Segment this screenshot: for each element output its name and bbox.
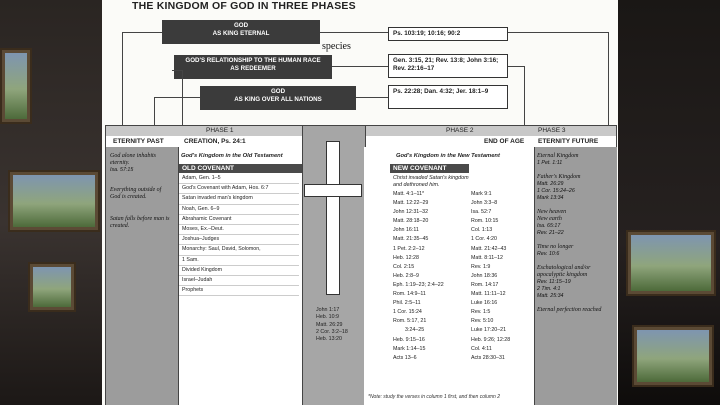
side-note: Everything outside of God is created.: [110, 187, 162, 200]
phase3-note: Eternal perfection reached: [537, 307, 602, 313]
cross-ref: Matt. 26:29: [316, 321, 343, 328]
box-line: GOD: [233, 22, 249, 29]
handwritten-annotation: species: [322, 41, 351, 52]
list-item: Col. 2:15: [393, 263, 415, 270]
side-note-text: God alone inhabits eternity.: [110, 153, 156, 166]
connector-line: [332, 66, 388, 67]
refs-box-eternal: Ps. 103:19; 10:16; 90:2: [388, 27, 508, 41]
connector-line: [154, 97, 200, 98]
ot-panel-title: God's Kingdom in the Old Testament: [181, 153, 283, 159]
phase3-ref: 2 Tim. 4:1: [537, 286, 561, 292]
phase3-ref: Matt. 25:34: [537, 293, 564, 299]
list-item: Matt. 12:22–29: [393, 200, 429, 207]
eternity-future-label: ETERNITY FUTURE: [538, 138, 599, 145]
list-item: Rom. 10:15: [471, 218, 499, 225]
eternity-past-column: [106, 147, 178, 405]
refs-box-redeemer: Gen. 3:15, 21; Rev. 13:8; John 3:16; Rev. 22:16–17: [388, 54, 508, 78]
list-item: Moses, Ex.–Deut.: [179, 225, 299, 235]
phase3-note: Eschatological and/or apocalyptic kingdom: [537, 265, 591, 278]
list-item: Adam, Gen. 1–5: [179, 174, 299, 184]
eternity-past-label: ETERNITY PAST: [113, 138, 164, 145]
phase3-ref: Rev. 11:15–19: [537, 279, 571, 285]
list-item: Rom. 14:9–11: [393, 291, 426, 298]
side-note-ref: Isa. 57:15: [110, 167, 134, 173]
list-item: Satan invaded man's kingdom: [179, 194, 299, 204]
list-item: Matt. 4:1–11*: [393, 191, 425, 197]
list-item: 1 Cor. 15:24: [393, 309, 422, 316]
cross-icon: [326, 141, 340, 295]
list-item: Eph. 1:19–23; 2:4–22: [393, 281, 444, 288]
list-item: Isa. 52:7: [471, 209, 492, 216]
nt-panel-title: God's Kingdom in the New Testament: [396, 153, 500, 159]
list-item: Luke 17:20–21: [471, 327, 507, 334]
list-item: Joshua–Judges: [179, 235, 299, 245]
wall-picture-frame: [28, 262, 76, 312]
box-line: AS REDEEMER: [230, 64, 276, 72]
list-item: Mark 9:1: [471, 191, 492, 197]
cross-icon: [304, 184, 362, 197]
cross-ref: Heb. 13:20: [316, 336, 342, 343]
phase3-note: Father's Kingdom: [537, 174, 581, 180]
connector-line: [320, 32, 388, 33]
list-item: 1 Cor. 4:20: [471, 236, 497, 243]
cross-ref: 2 Cor. 3:2–18: [316, 328, 348, 335]
list-item: Rom. 5:17, 21: [393, 318, 427, 325]
list-item: Israel–Judah: [179, 276, 299, 286]
list-item: Heb. 12:28: [393, 254, 419, 261]
list-item: Matt. 8:11–12: [471, 254, 503, 261]
list-item: Prophets: [179, 286, 299, 296]
list-item: Abrahamic Covenant: [179, 215, 299, 225]
list-item: John 16:11: [393, 227, 419, 234]
phase3-note: Eternal Kingdom: [537, 153, 579, 159]
list-item: 1 Sam.: [179, 256, 299, 266]
creation-label: CREATION, Ps. 24:1: [184, 138, 246, 145]
phase3-ref: Isa. 65:17: [537, 223, 561, 229]
god-king-nations-box: [200, 86, 356, 110]
list-item: Acts 28:30–31: [471, 354, 505, 361]
end-of-age-label: END OF AGE: [484, 138, 525, 145]
wall-picture-frame: [626, 230, 716, 296]
connector-line: [508, 66, 524, 67]
list-item: Heb. 9:15–16: [393, 336, 425, 343]
list-item: Monarchy: Saul, David, Solomon,: [179, 245, 299, 255]
phase3-ref: Matt. 26:29: [537, 181, 564, 187]
list-item: Acts 13–6: [393, 354, 417, 361]
phase1-label: PHASE 1: [206, 127, 234, 134]
nt-column-1: [393, 190, 479, 363]
phase3-note: New heaven: [537, 209, 567, 215]
list-item: Col. 4:11: [471, 345, 492, 352]
page-title: THE KINGDOM OF GOD IN THREE PHASES: [132, 0, 356, 12]
list-item: Phil. 2:5–11: [393, 300, 421, 307]
god-king-eternal-box: [162, 20, 320, 44]
phase3-label: PHASE 3: [538, 127, 566, 134]
connector-line: [608, 32, 609, 140]
phase3-ref: Mark 13:34: [537, 195, 564, 201]
list-item: Matt. 28:18–20: [393, 218, 429, 225]
box-line: AS KING OVER ALL NATIONS: [234, 95, 322, 103]
list-item: Matt. 21:35–45: [393, 236, 429, 243]
projected-slide: [102, 0, 618, 405]
connector-line: [122, 32, 123, 140]
list-item: John 3:3–8: [471, 200, 498, 207]
connector-line: [172, 70, 182, 71]
refs-box-nations: Ps. 22:28; Dan. 4:32; Jer. 18:1–9: [388, 85, 508, 109]
list-item: John 18:36: [471, 272, 498, 279]
list-item: Rev. 1:9: [471, 263, 491, 270]
footnote: *Note: study the verses in column 1 first, and then column 2: [368, 394, 501, 400]
box-line: GOD: [270, 88, 286, 95]
cross-ref: Heb. 10:9: [316, 314, 339, 321]
phase3-ref: 1 Cor. 15:24–26: [537, 188, 575, 194]
wall-picture-frame: [0, 48, 32, 124]
box-line: AS KING ETERNAL: [212, 29, 270, 37]
wall-picture-frame: [632, 325, 714, 387]
list-item: God's Covenant with Adam, Hos. 6:7: [179, 184, 299, 194]
list-item: Mark 1:14–15: [393, 345, 426, 352]
list-item: 1 Pet. 2:2–12: [393, 245, 425, 252]
connector-line: [122, 32, 162, 33]
connector-line: [356, 97, 388, 98]
ot-list: [179, 174, 299, 296]
phase3-ref: Rev. 21–22: [537, 230, 564, 236]
list-item: Luke 16:16: [471, 300, 498, 307]
side-note: Satan falls before man is created.: [110, 216, 170, 229]
list-item: Rom. 14:17: [471, 281, 499, 288]
phase3-note: Time no longer: [537, 244, 574, 250]
cross-ref: John 1:17: [316, 307, 340, 313]
old-covenant-bar: OLD COVENANT: [179, 164, 302, 173]
cross-refs: [316, 307, 348, 343]
nt-intro: Christ invaded Satan's kingdom and dethroned him.: [393, 175, 469, 188]
list-item: Rev. 5:10: [471, 318, 494, 325]
god-redeemer-box: [174, 55, 332, 79]
list-item: John 12:31–32: [393, 209, 429, 216]
list-item: Matt. 11:11–12: [471, 291, 506, 298]
list-item: Heb. 2:8–9: [393, 272, 419, 279]
list-item: Col. 1:13: [471, 227, 493, 234]
side-note: [110, 153, 176, 174]
phase3-ref: 1 Pet. 1:11: [537, 160, 563, 166]
box-line: GOD'S RELATIONSHIP TO THE HUMAN RACE: [185, 57, 321, 64]
nt-column-2: [471, 190, 535, 363]
list-item: Matt. 21:42–43: [471, 245, 507, 252]
phase2-label: PHASE 2: [446, 127, 474, 134]
phase3-note: New earth: [537, 216, 562, 222]
list-item: Divided Kingdom: [179, 266, 299, 276]
connector-line: [508, 32, 608, 33]
phase3-ref: Rev. 10:6: [537, 251, 560, 257]
list-item: Noah, Gen. 6–9: [179, 205, 299, 215]
new-covenant-bar: NEW COVENANT: [390, 164, 469, 173]
list-item: 3:24–25: [405, 327, 425, 334]
phases-chart: [105, 125, 617, 405]
phase3-notes: [537, 153, 615, 314]
list-item: Heb. 9:26; 12:28: [471, 336, 511, 343]
wall-picture-frame: [8, 170, 100, 232]
list-item: Rev. 1:5: [471, 309, 491, 316]
